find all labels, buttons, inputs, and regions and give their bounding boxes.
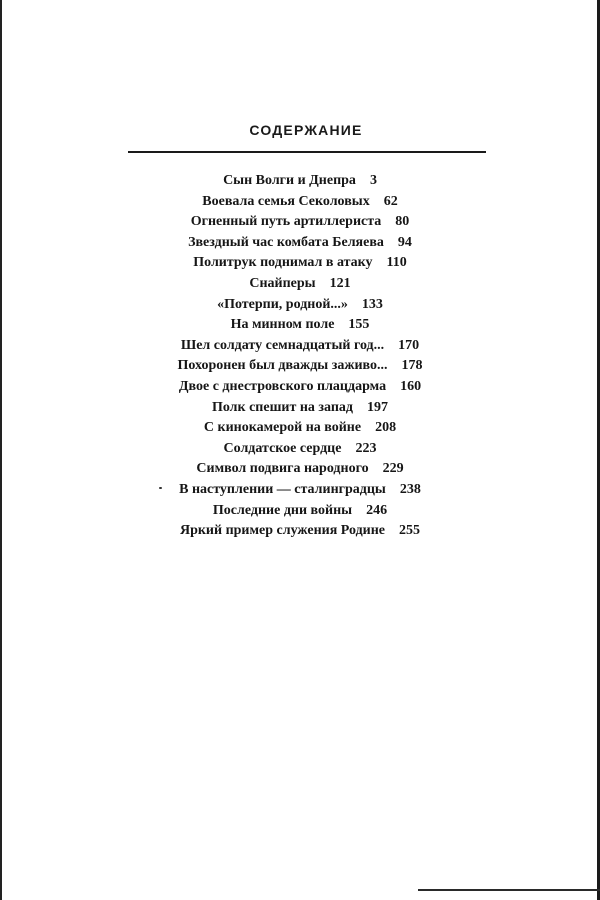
toc-entry xyxy=(0,459,600,480)
toc-entry xyxy=(0,233,600,254)
toc-entry-page-number: 155 xyxy=(348,317,370,333)
toc-entry-page-number: 80 xyxy=(395,214,410,230)
toc-entry-page-number: 246 xyxy=(366,502,388,518)
toc-entry xyxy=(0,521,600,542)
toc-entry xyxy=(0,480,600,501)
toc-entry-title: Звездный час комбата Беляева xyxy=(188,234,384,250)
toc-entry-title: Политрук поднимал в атаку xyxy=(193,255,373,271)
toc-entry-page-number: 238 xyxy=(399,481,421,497)
toc-entry xyxy=(0,418,600,439)
bottom-page-rule xyxy=(418,889,600,891)
toc-entry-title: Полк спешит на запад xyxy=(211,399,354,415)
toc-entry-page-number: 223 xyxy=(355,440,377,456)
toc-entry xyxy=(0,274,600,295)
toc-entry-title: Солдатское сердце xyxy=(223,440,342,456)
toc-entry-title: Последние дни войны xyxy=(212,502,353,518)
toc-entry-page-number: 133 xyxy=(361,296,383,312)
toc-entry-title: Похоронен был дважды заживо... xyxy=(177,358,388,374)
toc-entry-page-number: 255 xyxy=(399,523,421,539)
toc-entry-title: В наступлении — сталинградцы xyxy=(179,481,386,497)
toc-entry-title: На минном поле xyxy=(230,317,335,333)
toc-entry-title: Символ подвига народного xyxy=(196,461,369,477)
toc-entry xyxy=(0,315,600,336)
toc-entry xyxy=(0,336,600,357)
toc-entry-page-number: 94 xyxy=(397,234,412,250)
toc-entry-page-number: 170 xyxy=(398,337,420,353)
print-speck xyxy=(159,487,162,489)
toc-entry-page-number: 160 xyxy=(400,378,422,394)
toc-entry-title: Снайперы xyxy=(249,275,316,291)
toc-entry-title: Сын Волги и Днепра xyxy=(223,173,356,188)
toc-entry-page-number: 229 xyxy=(382,461,404,477)
toc-entry xyxy=(0,171,600,192)
toc-entry xyxy=(0,192,600,213)
toc-entry-title: Двое с днестровского плацдарма xyxy=(178,378,387,394)
toc-entry xyxy=(0,439,600,460)
heading-rule xyxy=(128,151,486,153)
toc-entry xyxy=(0,377,600,398)
toc-entry-title: Яркий пример служения Родине xyxy=(179,523,386,539)
contents-heading: СОДЕРЖАНИЕ xyxy=(249,122,363,138)
toc-entry-page-number: 62 xyxy=(383,193,398,209)
toc-entry-title: Огненный путь артиллериста xyxy=(190,214,382,230)
toc-entry-page-number: 3 xyxy=(369,173,377,188)
toc-entry xyxy=(0,253,600,274)
toc-entry-title: Воевала семья Секоловых xyxy=(202,193,370,209)
toc-entry xyxy=(0,501,600,522)
toc-entry-page-number: 197 xyxy=(367,399,389,415)
toc-entry xyxy=(0,356,600,377)
table-of-contents xyxy=(0,171,600,542)
toc-entry-title: Шел солдату семнадцатый год... xyxy=(180,337,385,353)
toc-entry-page-number: 208 xyxy=(375,420,397,436)
toc-entry xyxy=(0,295,600,316)
toc-entry-page-number: 121 xyxy=(329,275,351,291)
toc-entry-title: «Потерпи, родной...» xyxy=(217,296,348,312)
toc-entry xyxy=(0,398,600,419)
toc-entry-page-number: 110 xyxy=(386,255,407,271)
toc-entry xyxy=(0,212,600,233)
toc-entry-title: С кинокамерой на войне xyxy=(203,420,362,436)
toc-entry-page-number: 178 xyxy=(401,358,423,374)
